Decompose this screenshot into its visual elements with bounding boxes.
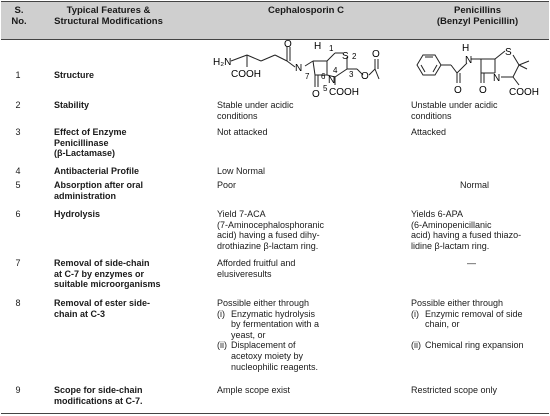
list-text: Displacement of [231, 340, 296, 351]
amide-nitrogen: N [465, 55, 473, 66]
feature-label: Effect of Enzyme Penicillinase (β-Lactamase) [54, 127, 127, 159]
penicillin-value: Unstable under acidic conditions [411, 100, 498, 121]
hydrogen-atom: H [462, 43, 470, 54]
ring-position-4: 4 [333, 66, 338, 75]
penicillin-value [411, 298, 524, 351]
amide-oxygen: O [454, 85, 462, 96]
list-text: acetoxy moiety by [231, 350, 304, 361]
cephalosporin-value: Low Normal [217, 166, 266, 176]
benzyl-penicillin-structure [409, 39, 547, 101]
cephalosporin-c-structure [211, 39, 381, 101]
list-marker: (ii) [411, 340, 421, 351]
row-number: 1 [15, 70, 21, 80]
feature-label: Antibacterial Profile [54, 166, 140, 176]
ring-position-6: 6 [321, 72, 326, 81]
amino-group: H₂N [213, 57, 232, 68]
list-text: chain, or [425, 319, 460, 330]
lactam-oxygen: O [312, 89, 320, 100]
penicillin-value: — [467, 258, 476, 268]
list-marker: (ii) [217, 340, 227, 351]
sulfur-atom: S [342, 51, 349, 62]
header-cephalosporin: Cephalosporin C [267, 5, 344, 16]
penicillin-value: Normal [460, 180, 490, 190]
list-text: Enzymic removal of side [425, 308, 523, 319]
penicillin-value: Restricted scope only [411, 385, 498, 395]
header-features: Typical Features & Structural Modifications [54, 5, 163, 27]
cephalosporin-value: Yield 7-ACA (7-Aminocephalosphoranic acid) having a fused dihy- drothiazine β-lactam ring. [217, 209, 325, 251]
row-number: 9 [15, 385, 21, 395]
row-number: 2 [15, 100, 21, 110]
penicillin-value: Attacked [411, 127, 447, 137]
comparison-table [1, 1, 549, 414]
list-text: Enzymatic hydrolysis [231, 308, 316, 319]
feature-label: Scope for side-chain modifications at C-7. [54, 385, 143, 406]
table-bottom-rule [1, 413, 549, 414]
ester-oxygen: O [361, 71, 369, 82]
ring-nitrogen: N [328, 75, 336, 86]
cephalosporin-value: Afforded fruitful and elusiveresults [217, 258, 296, 279]
row-number: 8 [15, 298, 21, 308]
header-penicillins: Penicillins (Benzyl Penicillin) [436, 5, 519, 27]
row-number: 7 [15, 258, 21, 268]
option-intro: Possible either through [217, 298, 310, 308]
list-marker: (i) [217, 308, 225, 319]
lactam-oxygen: O [479, 85, 487, 96]
carboxyl-group: COOH [231, 69, 261, 80]
cephalosporin-value: Poor [217, 180, 237, 190]
feature-label: Structure [54, 70, 95, 80]
ring-position-2: 2 [352, 52, 357, 61]
header-sno: S. No. [11, 5, 27, 27]
feature-label: Stability [54, 100, 90, 110]
ring-position-7: 7 [305, 72, 310, 81]
list-text: yeast, or [231, 329, 266, 340]
amide-nitrogen: N [295, 63, 303, 74]
row-number: 3 [15, 127, 21, 137]
list-text: Chemical ring expansion [425, 340, 524, 351]
oxygen-atom: O [284, 39, 292, 50]
row-number: 5 [15, 180, 21, 190]
cephalosporin-value: Stable under acidic conditions [217, 100, 294, 121]
cephalosporin-value: Ample scope exist [217, 385, 291, 395]
feature-label: Removal of ester side- chain at C-3 [54, 298, 151, 319]
carbonyl-oxygen: O [372, 49, 380, 60]
hydrogen-atom: H [314, 41, 322, 52]
penicillin-value: Yields 6-APA (6-Aminopenicillanic acid) having a fused thiazo- lidine β-lactam ring. [411, 209, 522, 251]
list-marker: (i) [411, 308, 419, 319]
feature-label: Removal of side-chain at C-7 by enzymes or suitable microorganisms [54, 258, 161, 290]
list-text: nucleophilic reagents. [231, 361, 319, 372]
ring-position-5: 5 [323, 84, 328, 93]
cephalosporin-value [217, 298, 319, 372]
ring-position-1: 1 [329, 44, 334, 53]
sulfur-atom: S [505, 47, 512, 58]
row-number: 4 [15, 166, 21, 176]
list-text: by fermentation with a [231, 319, 320, 330]
carboxyl-group: COOH [509, 87, 539, 98]
option-intro: Possible either through [411, 298, 504, 308]
cephalosporin-value: Not attacked [217, 127, 268, 137]
feature-label: Absorption after oral administration [54, 180, 144, 201]
row-number: 6 [15, 209, 21, 219]
feature-label: Hydrolysis [54, 209, 101, 219]
ring-nitrogen: N [493, 73, 501, 84]
ring-position-3: 3 [349, 70, 354, 79]
carboxyl-group: COOH [329, 87, 359, 98]
